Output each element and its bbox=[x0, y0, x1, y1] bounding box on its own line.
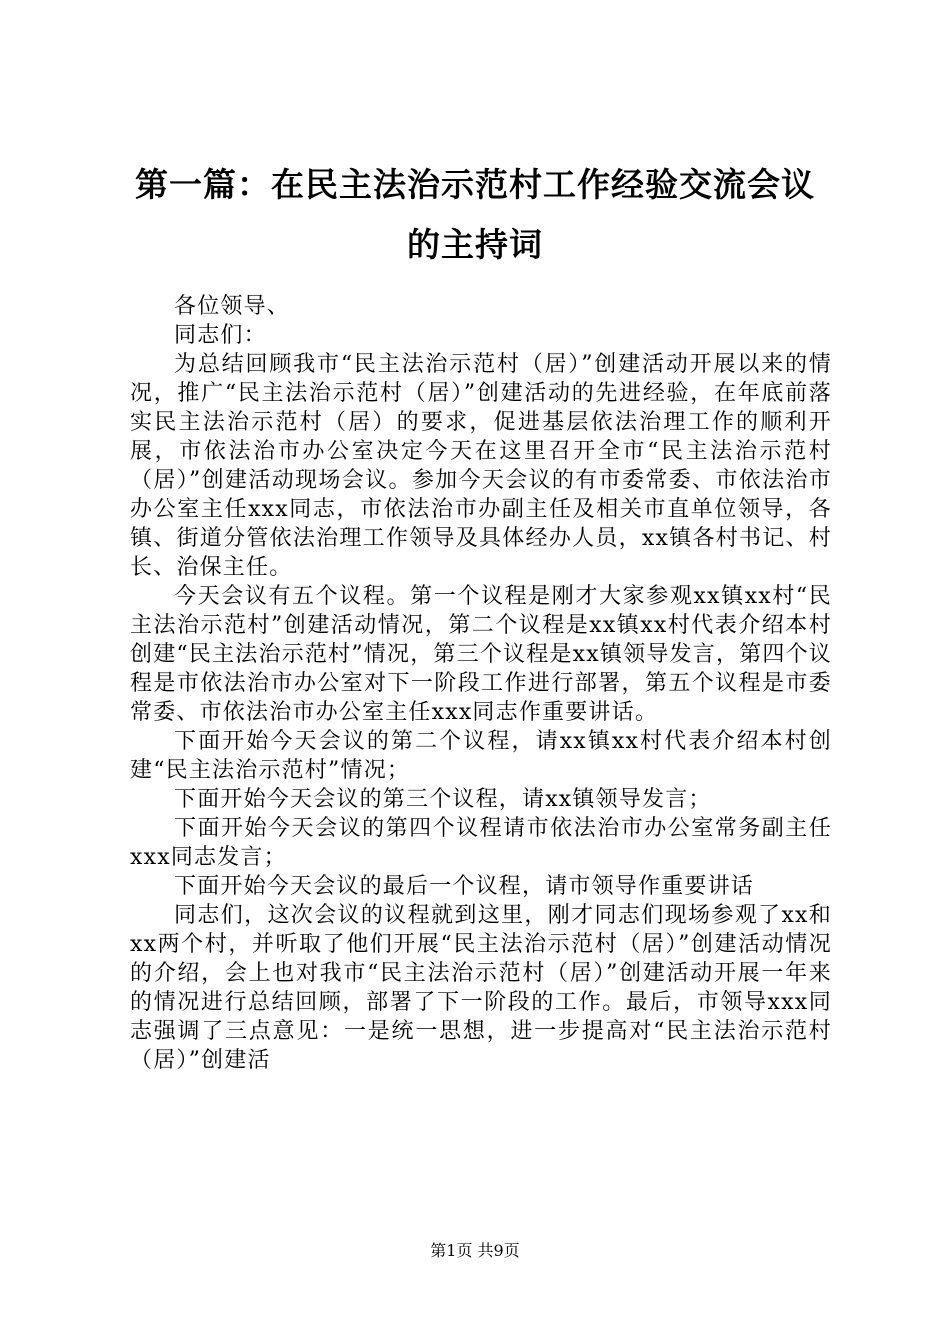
paragraph-closing: 同志们，这次会议的议程就到这里，刚才同志们现场参观了xx和xx两个村，并听取了他们开展“民主法治示范村（居）”创建活动情况的介绍，会上也对我市“民主法治示范村（居）”创建活动开展一年来的情况进行总结回顾，部署了下一阶段的工作。最后，市领导xxx同志强调了三点意见：一是统一思想，进一步提高对“民主法治示范村（居）”创建活 bbox=[130, 903, 832, 1073]
salutation-leaders: 各位领导、 bbox=[174, 294, 291, 319]
paragraph-agenda-item-5: 下面开始今天会议的最后一个议程，请市领导作重要讲话 bbox=[174, 874, 755, 899]
document-body bbox=[130, 292, 832, 1075]
paragraph-agenda-item-3: 下面开始今天会议的第三个议程，请xx镇领导发言； bbox=[174, 787, 712, 812]
document-title: 第一篇：在民主法治示范村工作经验交流会议的主持词 bbox=[135, 165, 815, 264]
paragraph-agenda-item-2: 下面开始今天会议的第二个议程，请xx镇xx村代表介绍本村创建“民主法治示范村”情况； bbox=[130, 729, 832, 783]
page-number-footer: 第1页 共9页 bbox=[430, 1241, 520, 1260]
paragraph-agenda: 今天会议有五个议程。第一个议程是刚才大家参观xx镇xx村“民主法治示范村”创建活动情况，第二个议程是xx镇xx村代表介绍本村创建“民主法治示范村”情况，第三个议程是xx镇领导发言，第四个议程是市依法治市办公室对下一阶段工作进行部署，第五个议程是市委常委、市依法治市办公室主任xxx同志作重要讲话。 bbox=[130, 584, 832, 725]
paragraph-agenda-item-4: 下面开始今天会议的第四个议程请市依法治市办公室常务副主任xxx同志发言； bbox=[130, 816, 832, 870]
paragraph-introduction: 为总结回顾我市“民主法治示范村（居）”创建活动开展以来的情况，推广“民主法治示范村（居）”创建活动的先进经验，在年底前落实民主法治示范村（居）的要求，促进基层依法治理工作的顺利开展，市依法治市办公室决定今天在这里召开全市“民主法治示范村（居）”创建活动现场会议。参加今天会议的有市委常委、市依法治市办公室主任xxx同志，市依法治市办副主任及相关市直单位领导，各镇、街道分管依法治理工作领导及具体经办人员，xx镇各村书记、村长、治保主任。 bbox=[130, 352, 832, 580]
salutation-comrades: 同志们： bbox=[174, 323, 267, 348]
